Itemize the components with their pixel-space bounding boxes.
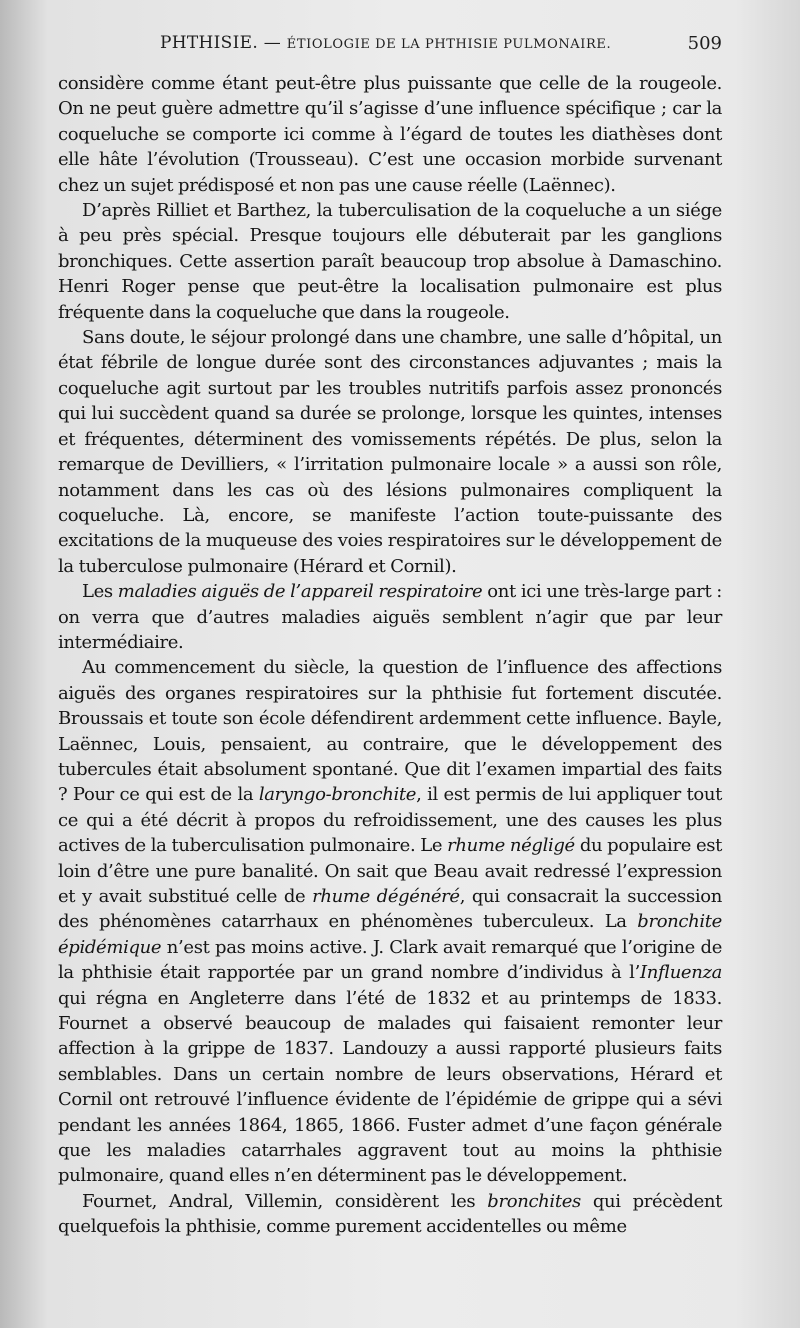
italic-run: rhume dégénéré [312, 886, 460, 907]
text-run: Au commencement du siècle, la question de l’influence des affections aiguës des organes respiratoires sur la phthisie fut fortement discutée. Broussais et toute son école défendirent ardemment cette influence. Bayle, Laënnec, Louis, pensaient, au contraire, que le développement des tubercules était absolument spontané. Que dit l’examen impartial des faits ? Pour ce qui est de la [58, 657, 722, 806]
paragraph [58, 655, 722, 1189]
text-run: , qui consacrait la succession des phénomènes catarrhaux en phénomènes tuberculeux. La [58, 886, 723, 933]
italic-run: bronchites [487, 1190, 581, 1212]
paragraph [58, 198, 722, 325]
paragraph [58, 1189, 722, 1240]
text-run: Les [82, 581, 118, 603]
italic-run: rhume négligé [447, 835, 575, 857]
header-dash: — [263, 33, 282, 53]
body-text [58, 71, 722, 1240]
italic-run: Influenza [639, 962, 722, 984]
paragraph [58, 325, 722, 579]
running-head [160, 33, 611, 53]
text-run: considère comme étant peut-être plus puissante que celle de la rougeole. On ne peut guère admettre qu’il s’agisse d’une influence spécifique ; car la coqueluche se comporte ici comme à l’égard de toutes les diathèses dont elle hâte l’évolution (Trousseau). C’est une occasion morbide survenant chez un sujet prédisposé et non pas une cause réelle (Laënnec). [58, 73, 722, 196]
text-run: n’est pas moins active. J. Clark avait remarqué que l’origine de la phthisie était rapportée par un grand nombre d’individus à l’ [58, 936, 722, 984]
text-run: du populaire est loin d’être une pure banalité. On sait que Beau avait redressé l’expression et y avait substitué celle de [58, 835, 723, 907]
text-run: qui précèdent quelquefois la phthisie, comme purement accidentelles ou même [58, 1190, 722, 1238]
text-run: D’après Rilliet et Barthez, la tuberculisation de la coqueluche a un siége à peu près spécial. Presque toujours elle débuterait par les ganglions bronchiques. Cette assertion paraît beaucoup trop absolue à Damaschino. Henri Roger pense que peut-être la localisation pulmonaire est plus fréquente dans la coqueluche que dans la rougeole. [58, 200, 722, 323]
chapter-subtitle: ÉTIOLOGIE DE LA PHTHISIE PULMONAIRE. [286, 37, 612, 52]
italic-run: maladies aiguës de l’appareil respiratoire [117, 581, 483, 603]
section-title: PHTHISIE. [160, 33, 259, 53]
text-run: , il est permis de lui appliquer tout ce qui a été décrit à propos du refroidissement, une des causes les plus actives de la tuberculisation pulmonaire. Le [58, 784, 722, 857]
page-number: 509 [687, 33, 722, 54]
italic-run: laryngo-bronchite [258, 784, 417, 806]
italic-run: bronchite épidémique [58, 911, 722, 958]
text-run: Sans doute, le séjour prolongé dans une chambre, une salle d’hôpital, un état fébrile de longue durée sont des circonstances adjuvantes ; mais la coqueluche agit surtout par les troubles nutritifs parfois assez prononcés qui lui succèdent quand sa durée se prolonge, lorsque les quintes, intenses et fréquentes, déterminent des vomissements répétés. De plus, selon la remarque de Devilliers, « l’irritation pulmonaire locale » a aussi son rôle, notamment dans les cas où des lésions pulmonaires compliquent la coqueluche. Là, encore, se manifeste l’action toute-puissante des excitations de la muqueuse des voies respiratoires sur le développement de la tuberculose pulmonaire (Hérard et Cornil). [58, 327, 722, 577]
running-header [58, 33, 722, 63]
paragraph [58, 579, 722, 655]
paragraph [58, 71, 722, 198]
text-run: Fournet, Andral, Villemin, considèrent les [82, 1190, 488, 1212]
text-run: qui régna en Angleterre dans l’été de 1832 et au printemps de 1833. Fournet a observé beaucoup de malades qui faisaient remonter leur affection à la grippe de 1837. Landouzy a aussi rapporté plusieurs faits semblables. Dans un certain nombre de leurs observations, Hérard et Cornil ont retrouvé l’influence évidente de l’épidémie de grippe qui a sévi pendant les années 1864, 1865, 1866. Fuster admet d’une façon générale que les maladies catarrhales aggravent tout au moins la phthisie pulmonaire, quand elles n’en déterminent pas le développement. [58, 987, 722, 1187]
text-run: ont ici une très-large part : on verra que d’autres maladies aiguës semblent n’agir que par leur intermédiaire. [58, 581, 722, 653]
